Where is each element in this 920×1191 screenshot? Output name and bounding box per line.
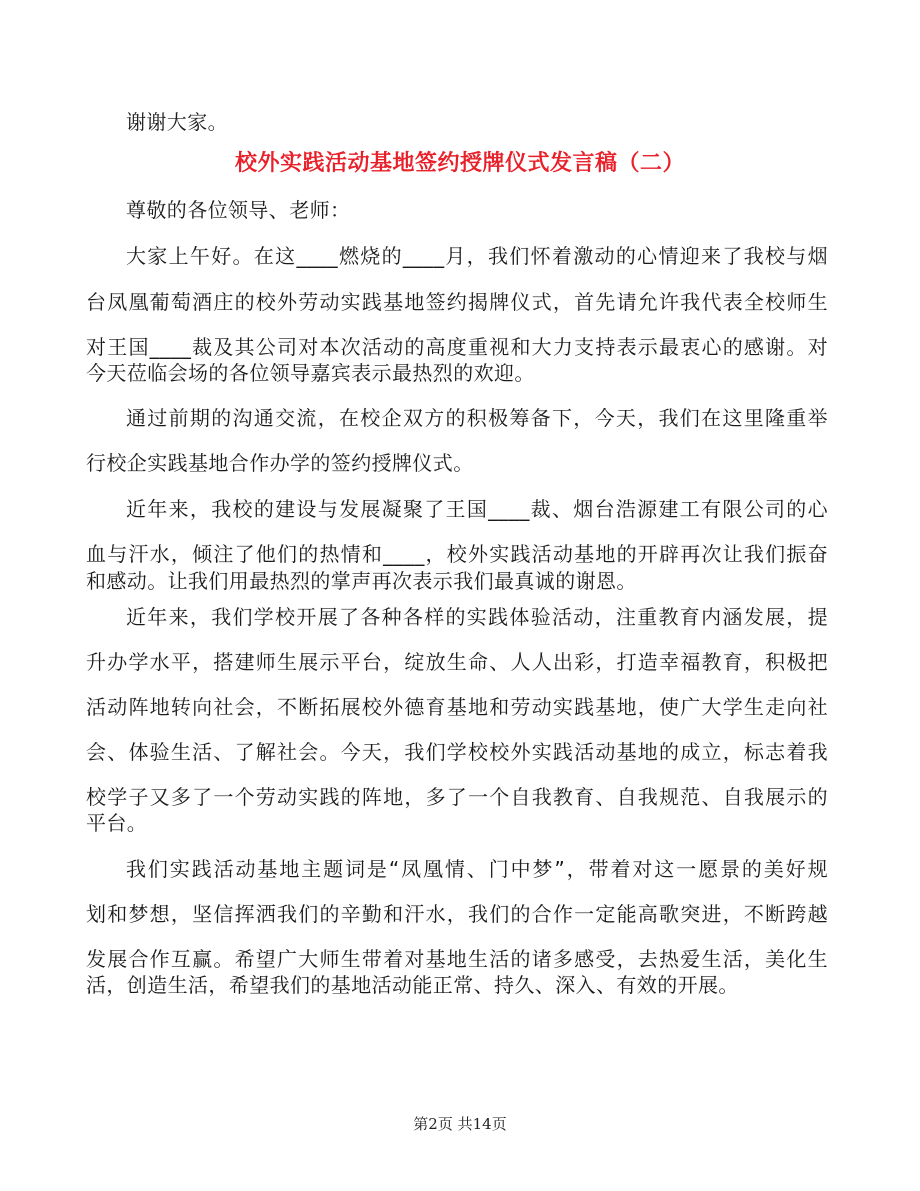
paragraph-line: 会、体验生活、了解社会。今天，我们学校校外实践活动基地的成立，标志着我 — [86, 740, 828, 764]
page-number-footer: 第2页 共14页 — [413, 1115, 507, 1133]
paragraph-line: 和感动。让我们用最热烈的掌声再次表示我们最真诚的谢恩。 — [86, 569, 637, 593]
paragraph-line: 划和梦想，坚信挥洒我们的辛勤和汗水，我们的合作一定能高歌突进，不断跨越 — [86, 902, 828, 926]
paragraph-line: 近年来，我校的建设与发展凝聚了王国____裁、烟台浩源建工有限公司的心 — [126, 497, 828, 521]
paragraph-line: 血与汗水，倾注了他们的热情和____，校外实践活动基地的开辟再次让我们振奋 — [86, 542, 828, 566]
paragraph-line: 对王国____裁及其公司对本次活动的高度重视和大力支持表示最衷心的感谢。对 — [86, 335, 828, 359]
paragraph-line: 近年来，我们学校开展了各种各样的实践体验活动，注重教育内涵发展，提 — [126, 605, 828, 629]
paragraph-line: 活，创造生活，希望我们的基地活动能正常、持久、深入、有效的开展。 — [86, 973, 739, 997]
paragraph-line: 发展合作互赢。希望广大师生带着对基地生活的诸多感受，去热爱生活，美化生 — [86, 947, 828, 971]
paragraph-line: 通过前期的沟通交流，在校企双方的积极筹备下，今天，我们在这里隆重举 — [126, 406, 828, 430]
paragraph-line: 升办学水平，搭建师生展示平台，绽放生命、人人出彩，打造幸福教育，积极把 — [86, 650, 828, 674]
page-title: 校外实践活动基地签约授牌仪式发言稿（二） — [234, 151, 685, 176]
greeting: 尊敬的各位领导、老师： — [126, 198, 351, 222]
paragraph-line: 活动阵地转向社会，不断拓展校外德育基地和劳动实践基地，使广大学生走向社 — [86, 695, 828, 719]
paragraph-line: 今天莅临会场的各位领导嘉宾表示最热烈的欢迎。 — [86, 361, 535, 385]
paragraph-line: 台凤凰葡萄酒庄的校外劳动实践基地签约揭牌仪式，首先请允许我代表全校师生 — [86, 290, 828, 314]
paragraph-line: 我们实践活动基地主题词是“凤凰情、门中梦”，带着对这一愿景的美好规 — [126, 857, 828, 881]
paragraph-line: 平台。 — [86, 811, 148, 835]
closing-line: 谢谢大家。 — [126, 110, 228, 134]
paragraph-line: 校学子又多了一个劳动实践的阵地，多了一个自我教育、自我规范、自我展示的 — [86, 785, 828, 809]
paragraph-line: 大家上午好。在这____燃烧的____月，我们怀着激动的心情迎来了我校与烟 — [126, 244, 828, 268]
paragraph-line: 行校企实践基地合作办学的签约授牌仪式。 — [86, 451, 474, 475]
